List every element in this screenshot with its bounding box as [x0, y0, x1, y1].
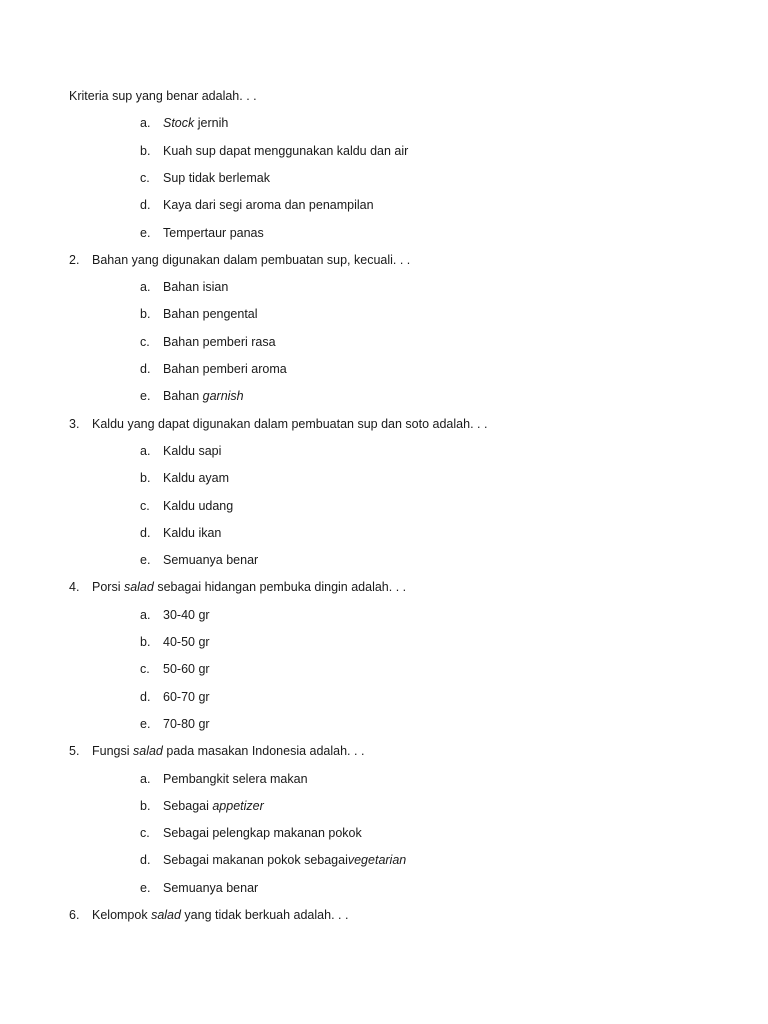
text-run: Kaya dari segi aroma dan penampilan	[163, 198, 374, 213]
option-letter: b.	[140, 307, 151, 322]
option-text	[163, 633, 210, 651]
text-run: 40-50 gr	[163, 635, 210, 649]
option-letter: c.	[140, 662, 150, 677]
text-run: Porsi	[92, 580, 124, 595]
option-letter: a.	[140, 771, 151, 786]
option-text	[163, 224, 264, 242]
option-line	[0, 114, 768, 132]
text-run: Bahan isian	[163, 280, 229, 295]
option-text	[163, 469, 229, 487]
option-letter: e.	[140, 553, 151, 568]
text-run: Kaldu yang dapat digunakan dalam pembuatan sup dan soto adalah. . .	[92, 416, 488, 431]
option-letter: a.	[140, 116, 151, 131]
option-letter: e.	[140, 880, 151, 895]
question-number: 2.	[69, 252, 80, 267]
option-letter: a.	[140, 607, 151, 622]
option-line	[0, 469, 768, 487]
question-number: 5.	[69, 744, 80, 759]
text-run: Bahan pengental	[163, 307, 258, 322]
option-text	[163, 660, 210, 678]
option-line	[0, 715, 768, 733]
text-run: Pembangkit selera makan	[163, 771, 308, 786]
text-run: Kelompok	[92, 908, 152, 922]
text-run: Fungsi	[92, 744, 133, 759]
option-line	[0, 797, 768, 815]
question-line	[0, 251, 768, 269]
option-text	[163, 606, 210, 624]
option-line	[0, 278, 768, 296]
option-text	[163, 715, 210, 733]
question-line	[0, 906, 768, 924]
option-text	[163, 169, 270, 187]
italic-term: appetizer	[212, 798, 264, 813]
option-text	[163, 551, 258, 569]
text-run: Kuah sup dapat menggunakan kaldu dan air	[163, 143, 409, 158]
question-line	[0, 415, 768, 433]
option-line	[0, 224, 768, 242]
text-run: 50-60 gr	[163, 662, 210, 677]
option-text	[163, 278, 228, 296]
text-run: sebagai hidangan pembuka dingin adalah. . .	[153, 580, 407, 595]
italic-term: salad	[151, 908, 181, 922]
text-run: jernih	[194, 116, 229, 131]
text-run: Sebagai makanan pokok sebagai	[163, 853, 348, 868]
option-letter: d.	[140, 525, 151, 540]
option-letter: c.	[140, 498, 150, 513]
option-line	[0, 142, 768, 160]
option-line	[0, 169, 768, 187]
option-letter: b.	[140, 143, 151, 158]
text-run: yang tidak berkuah adalah. . .	[180, 908, 349, 922]
option-letter: c.	[140, 826, 150, 841]
question-line	[0, 578, 768, 596]
option-text	[163, 305, 258, 323]
text-run: Kriteria sup yang benar adalah. . .	[69, 89, 257, 103]
text-run: Bahan	[163, 389, 203, 404]
option-letter: d.	[140, 689, 151, 704]
option-text	[163, 497, 233, 515]
option-line	[0, 497, 768, 515]
option-text	[163, 387, 244, 405]
option-line	[0, 333, 768, 351]
option-line	[0, 824, 768, 842]
text-run: Sebagai	[163, 798, 213, 813]
text-run: Sebagai pelengkap makanan pokok	[163, 826, 362, 841]
option-letter: d.	[140, 198, 151, 213]
option-letter: a.	[140, 443, 151, 458]
question-text	[92, 906, 348, 924]
question-text	[69, 87, 257, 105]
option-text	[163, 851, 406, 869]
question-text	[92, 415, 487, 433]
option-line	[0, 633, 768, 651]
option-line	[0, 851, 768, 869]
text-run: Bahan pemberi aroma	[163, 362, 287, 376]
text-run: Sup tidak berlemak	[163, 170, 271, 185]
option-letter: c.	[140, 334, 150, 349]
option-line	[0, 196, 768, 214]
italic-term: vegetarian	[347, 853, 407, 868]
option-line	[0, 551, 768, 569]
text-run: Kaldu udang	[163, 498, 234, 513]
text-run: pada masakan Indonesia adalah. . .	[162, 744, 365, 759]
text-run: 70-80 gr	[163, 716, 210, 731]
option-text	[163, 524, 221, 542]
option-line	[0, 688, 768, 706]
question-number: 3.	[69, 416, 80, 431]
text-run: Bahan yang digunakan dalam pembuatan sup, kecuali. . .	[92, 252, 411, 267]
option-letter: e.	[140, 389, 151, 404]
option-letter: e.	[140, 716, 151, 731]
text-run: Bahan pemberi rasa	[163, 334, 276, 349]
option-line	[0, 524, 768, 542]
option-line	[0, 770, 768, 788]
option-line	[0, 660, 768, 678]
option-text	[163, 688, 210, 706]
option-line	[0, 305, 768, 323]
text-run: Semuanya benar	[163, 553, 259, 568]
question-number: 4.	[69, 580, 80, 595]
option-text	[163, 824, 362, 842]
text-run: Semuanya benar	[163, 880, 259, 895]
text-run: 30-40 gr	[163, 607, 210, 622]
option-letter: c.	[140, 170, 150, 185]
question-line	[0, 742, 768, 760]
option-letter: b.	[140, 798, 151, 813]
option-line	[0, 879, 768, 897]
question-text	[92, 578, 406, 596]
option-text	[163, 797, 264, 815]
option-letter: d.	[140, 853, 151, 868]
option-letter: b.	[140, 471, 151, 486]
text-run: Kaldu sapi	[163, 443, 222, 458]
option-letter: d.	[140, 362, 151, 376]
option-letter: a.	[140, 280, 151, 295]
option-text	[163, 114, 228, 132]
question-text	[92, 742, 364, 760]
question-number: 6.	[69, 908, 80, 922]
option-text	[163, 142, 408, 160]
question-text	[92, 251, 410, 269]
option-line	[0, 606, 768, 624]
option-text	[163, 196, 374, 214]
option-text	[163, 333, 276, 351]
question-line	[0, 87, 768, 105]
text-run: Tempertaur panas	[163, 225, 264, 240]
option-letter: b.	[140, 635, 151, 649]
italic-term: garnish	[202, 389, 244, 404]
option-letter: e.	[140, 225, 151, 240]
text-run: 60-70 gr	[163, 689, 210, 704]
option-text	[163, 442, 221, 460]
italic-term: salad	[133, 744, 163, 759]
italic-term: Stock	[163, 116, 195, 131]
option-line	[0, 387, 768, 405]
option-line	[0, 442, 768, 460]
option-line	[0, 360, 768, 378]
text-run: Kaldu ikan	[163, 525, 222, 540]
option-text	[163, 770, 308, 788]
text-run: Kaldu ayam	[163, 471, 230, 486]
option-text	[163, 360, 287, 378]
option-text	[163, 879, 258, 897]
italic-term: salad	[123, 580, 154, 595]
